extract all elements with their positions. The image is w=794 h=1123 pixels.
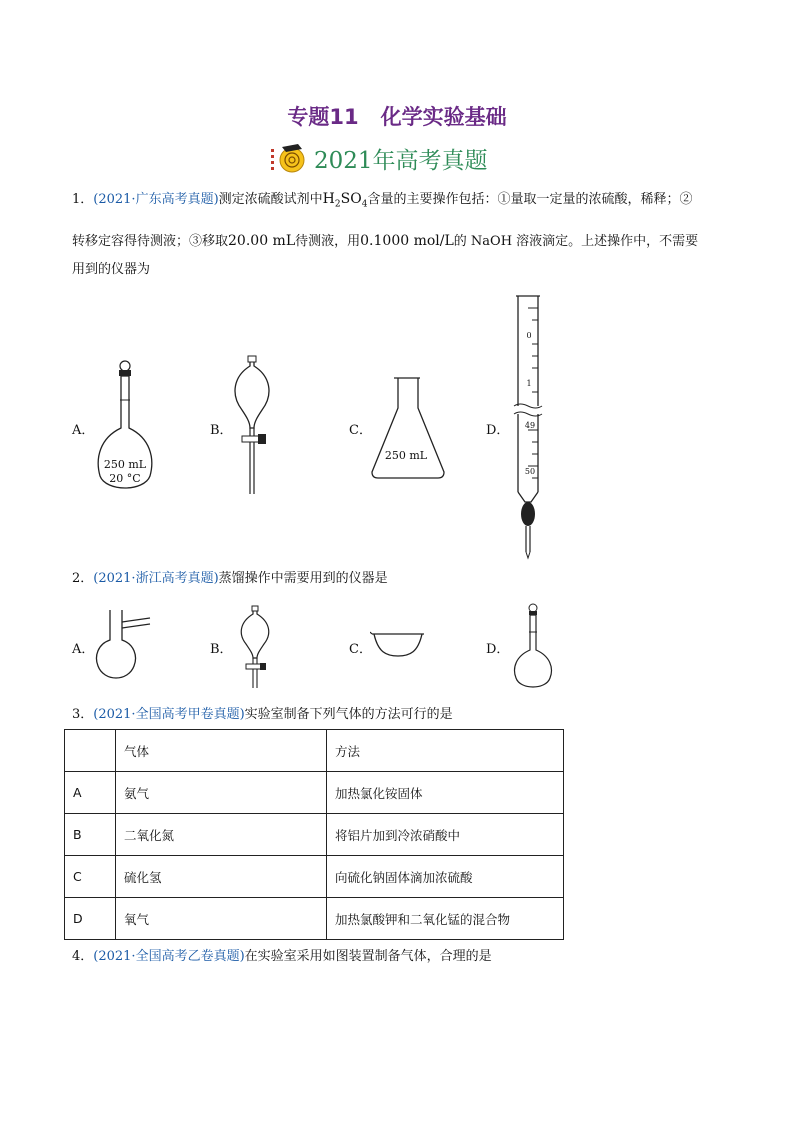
table-cell: 硫化氢 (116, 856, 327, 898)
burette-tick-1: 1 (526, 379, 532, 388)
q1-option-d: D． (486, 423, 510, 438)
question-1-line-3: 用到的仪器为 (72, 261, 151, 277)
separatory-funnel-small-icon (236, 604, 276, 690)
table-cell: 向硫化钠固体滴加浓硫酸 (327, 856, 564, 898)
table-row (65, 772, 564, 814)
q2-option-a: A． (72, 642, 95, 657)
table-header-row (65, 730, 564, 772)
burette-icon (508, 294, 548, 560)
question-4: 4．(2021·全国高考乙卷真题)在实验室采用如图装置制备气体，合理的是 (72, 949, 492, 964)
table-cell: 加热氯化铵固体 (327, 772, 564, 814)
question-source: (2021·全国高考甲卷真题) (93, 707, 245, 722)
table-cell: 氧气 (116, 898, 327, 940)
table-cell: 氨气 (116, 772, 327, 814)
title-number: 专题11 (287, 105, 359, 129)
distillation-flask-icon (94, 606, 154, 686)
q2-option-c: C． (349, 642, 372, 657)
erlenmeyer-label: 250 mL (384, 449, 428, 462)
erlenmeyer-flask-icon (368, 372, 448, 482)
table-header-cell (65, 730, 116, 772)
subtitle-row (268, 140, 488, 176)
flask-label-temp: 20 °C (109, 472, 141, 485)
table-cell: C (65, 856, 116, 898)
burette-tick-0: 0 (526, 331, 532, 340)
question-3: 3．(2021·全国高考甲卷真题)实验室制备下列气体的方法可行的是 (72, 707, 453, 722)
mascot-logo-icon (268, 141, 308, 175)
table-header-cell: 方法 (327, 730, 564, 772)
title-text: 化学实验基础 (380, 105, 507, 129)
question-source: (2021·广东高考真题) (93, 192, 219, 207)
table-cell: 加热氯酸钾和二氧化锰的混合物 (327, 898, 564, 940)
volumetric-flask-icon (90, 358, 160, 498)
table-row (65, 814, 564, 856)
table-cell: D (65, 898, 116, 940)
question-1-line-2: 转移定容得待测液；③移取20.00 mL待测液，用0.1000 mol/L的 NaOH 溶液滴定。上述操作中，不需要 (72, 232, 699, 249)
question-1 (72, 181, 732, 280)
subtitle: 2021年高考真题 (314, 147, 488, 174)
flask-label-volume: 250 mL (103, 458, 147, 471)
q2-option-d: D． (486, 642, 510, 657)
page-title (0, 101, 794, 131)
q1-option-a: A． (72, 423, 95, 438)
q1-option-b: B． (210, 423, 233, 438)
gas-prep-table (64, 729, 564, 940)
q2-option-b: B． (210, 642, 233, 657)
table-header-cell: 气体 (116, 730, 327, 772)
question-1-line-1: 1．(2021·广东高考真题)测定浓硫酸试剂中$H_2SO_4$含量的主要操作包括：①量取一定量的浓硫酸，稀释；② (72, 191, 693, 210)
burette-tick-49: 49 (524, 421, 536, 430)
evaporating-dish-icon (370, 630, 426, 660)
table-cell: 将铝片加到冷浓硝酸中 (327, 814, 564, 856)
table-row (65, 898, 564, 940)
table-cell: A (65, 772, 116, 814)
separatory-funnel-icon (228, 354, 278, 500)
volumetric-flask-small-icon (508, 602, 558, 692)
table-row (65, 856, 564, 898)
table-cell: B (65, 814, 116, 856)
q1-option-c: C． (349, 423, 372, 438)
question-source: (2021·浙江高考真题) (93, 571, 219, 586)
question-source: (2021·全国高考乙卷真题) (93, 949, 245, 964)
table-cell: 二氧化氮 (116, 814, 327, 856)
question-2: 2．(2021·浙江高考真题)蒸馏操作中需要用到的仪器是 (72, 571, 388, 586)
burette-tick-50: 50 (524, 467, 536, 476)
